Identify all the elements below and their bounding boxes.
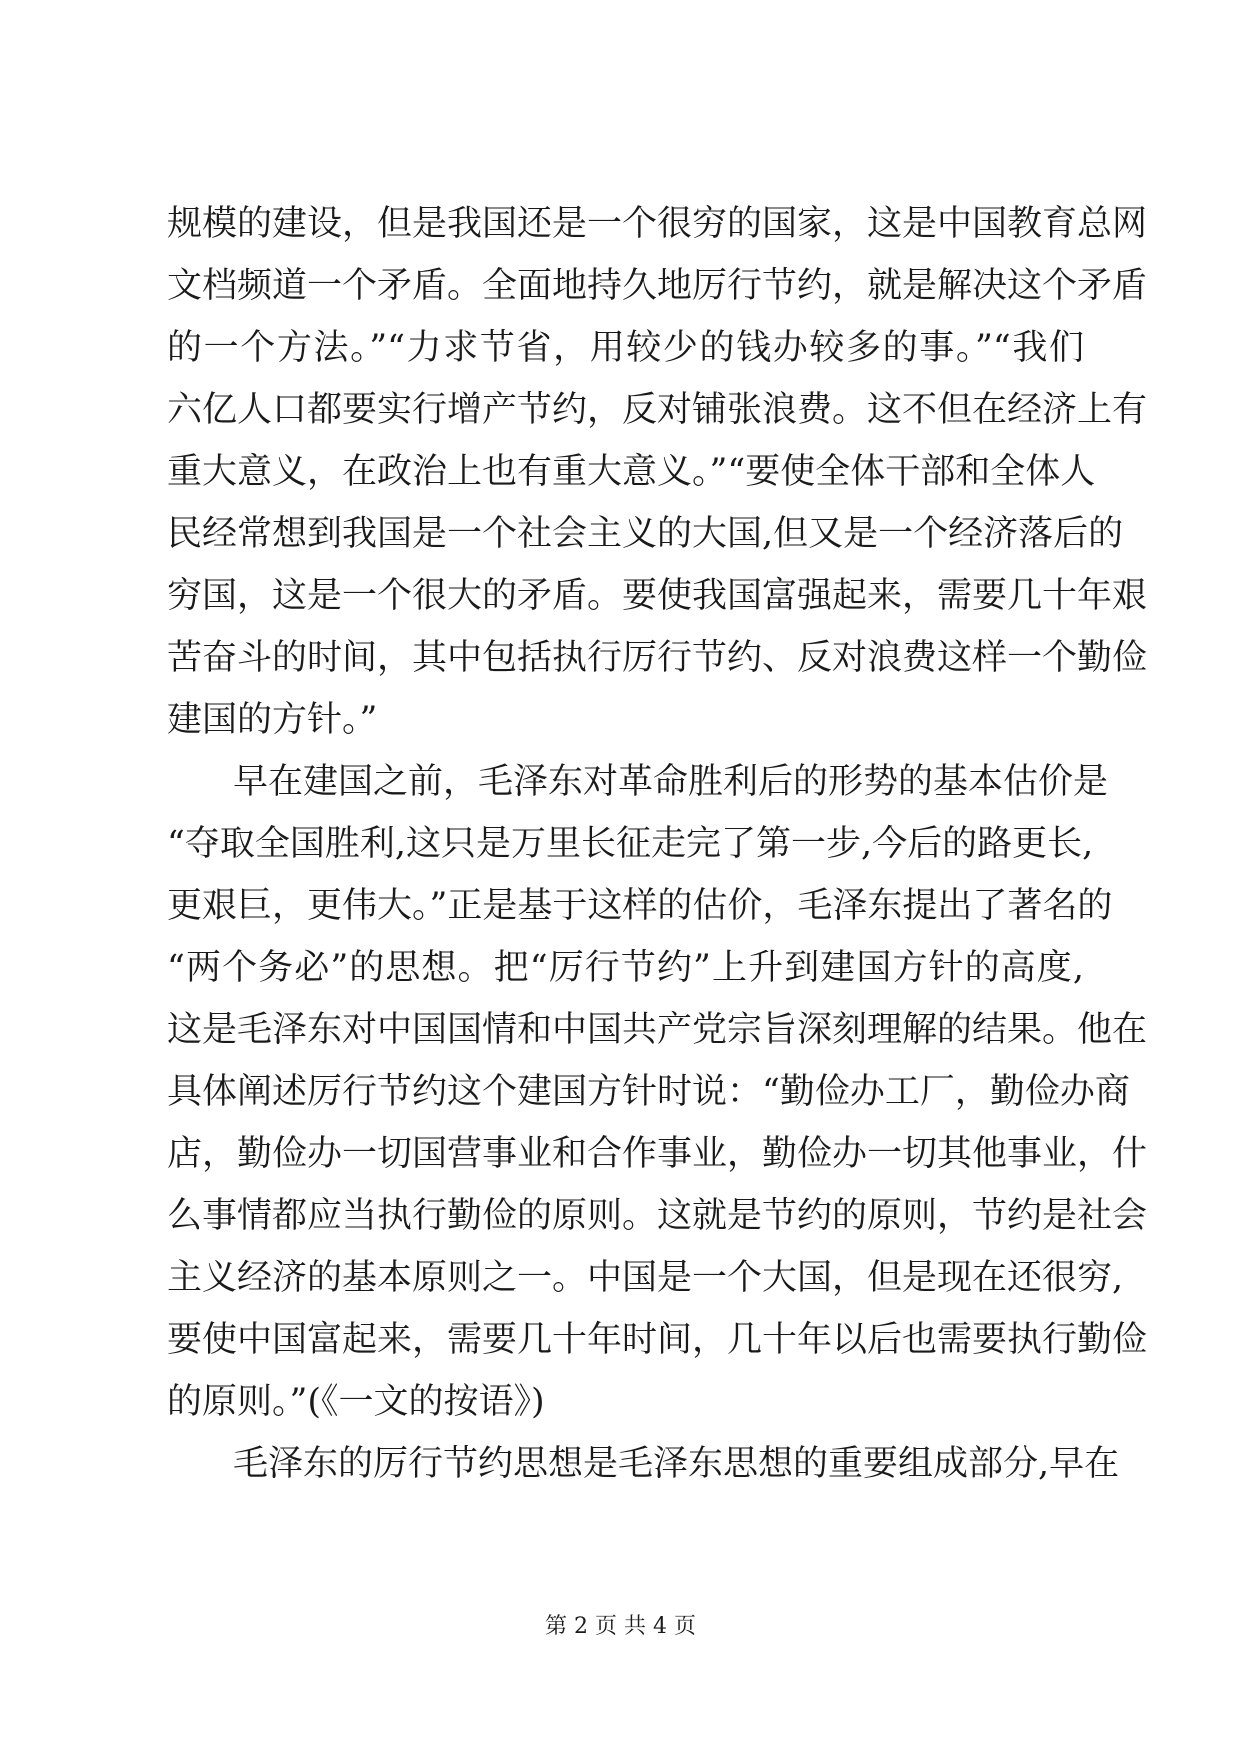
text-line: 更艰巨，更伟大。”正是基于这样的估价，毛泽东提出了著名的 [167, 886, 1113, 926]
text-line: 早在建国之前，毛泽东对革命胜利后的形势的基本估价是 [233, 762, 1109, 802]
text-line: 要使中国富起来，需要几十年时间，几十年以后也需要执行勤俭 [167, 1320, 1148, 1360]
text-line: 主义经济的基本原则之一。中国是一个大国，但是现在还很穷, [167, 1258, 1124, 1298]
text-line: 的一个方法。”“力求节省，用较少的钱办较多的事。”“我们 [167, 328, 1084, 368]
text-line: 店，勤俭办一切国营事业和合作事业，勤俭办一切其他事业，什 [167, 1134, 1148, 1174]
text-line: 苦奋斗的时间，其中包括执行厉行节约、反对浪费这样一个勤俭 [167, 638, 1148, 678]
text-line: 建国的方针。” [167, 700, 378, 740]
text-line: 么事情都应当执行勤俭的原则。这就是节约的原则，节约是社会 [167, 1196, 1148, 1236]
text-line: 民经常想到我国是一个社会主义的大国,但又是一个经济落后的 [167, 514, 1124, 554]
text-line: 规模的建设，但是我国还是一个很穷的国家，这是中国教育总网 [167, 204, 1148, 244]
text-line: 重大意义，在政治上也有重大意义。”“要使全体干部和全体人 [167, 452, 1096, 492]
text-line: 穷国，这是一个很大的矛盾。要使我国富强起来，需要几十年艰 [167, 576, 1148, 616]
text-line: 的原则。”(《一文的按语》) [167, 1382, 545, 1422]
text-line: 文档频道一个矛盾。全面地持久地厉行节约，就是解决这个矛盾 [167, 266, 1148, 306]
text-line: “两个务必”的思想。把“厉行节约”上升到建国方针的高度, [167, 948, 1084, 988]
text-line: 这是毛泽东对中国国情和中国共产党宗旨深刻理解的结果。他在 [167, 1010, 1148, 1050]
text-line: “夺取全国胜利,这只是万里长征走完了第一步,今后的路更长, [167, 824, 1094, 864]
text-line: 六亿人口都要实行增产节约，反对铺张浪费。这不但在经济上有 [167, 390, 1148, 430]
text-line: 毛泽东的厉行节约思想是毛泽东思想的重要组成部分,早在 [233, 1444, 1120, 1484]
page-number-footer: 第 2 页 共 4 页 [545, 1614, 696, 1639]
text-line: 具体阐述厉行节约这个建国方针时说：“勤俭办工厂，勤俭办商 [167, 1072, 1130, 1112]
